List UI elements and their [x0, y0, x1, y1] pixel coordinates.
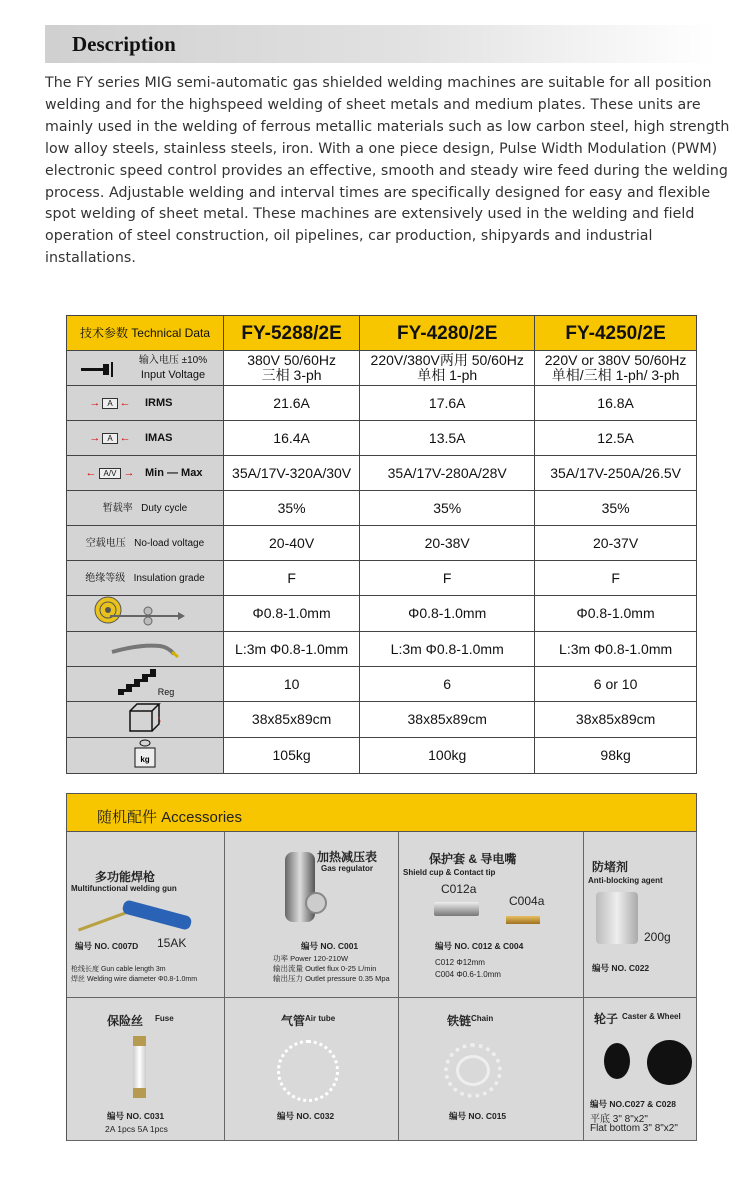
cell-value: 98kg [600, 747, 631, 763]
row-label-en: Input Voltage [140, 369, 206, 381]
accessory-item [399, 998, 584, 1141]
description-line: installations. [45, 250, 136, 267]
ammeter-icon: → A ← [89, 396, 131, 409]
cell-value: 20-40V [269, 534, 315, 551]
value-cell [360, 596, 535, 632]
accessory-name-cn: 铁链 [447, 1014, 472, 1028]
table-row [67, 561, 697, 596]
row-label: 输入电压 ±10% [138, 355, 208, 366]
accessory-extra: 15AK [157, 936, 187, 950]
row-label-cell [67, 351, 224, 386]
plug-icon [79, 361, 123, 382]
accessory-number: 编号 NO. C001 [301, 941, 359, 951]
value-cell [224, 456, 360, 491]
cell-value: 35% [277, 499, 306, 516]
accessory-name-cn: 防堵剂 [592, 860, 629, 874]
row-label: IRMS [145, 396, 173, 409]
meter-box-label: A [102, 398, 117, 409]
row-label: 绝缘等级 [85, 572, 126, 584]
value-cell [535, 386, 697, 421]
meter-box-label: A [102, 433, 117, 444]
accessory-name-cn: 气管 [281, 1014, 306, 1028]
cell-value: 35% [601, 499, 630, 516]
cell-value: Φ0.8-1.0mm [252, 605, 331, 621]
value-cell [535, 738, 697, 774]
row-label: 空载电压 [85, 537, 126, 549]
wire-spool-icon [90, 618, 200, 629]
accessory-item [584, 832, 697, 998]
value-cell [535, 421, 697, 456]
cell-value: 单相 1-ph [417, 367, 478, 383]
value-cell [224, 491, 360, 526]
accessories-panel [66, 793, 697, 1141]
value-cell [224, 738, 360, 774]
description-line: low alloy steels, stainless steels, iron. With a one piece design, Pulse Width Modulation (PWM) [45, 140, 718, 157]
accessory-extra: 200g [644, 930, 671, 944]
accessory-name-en: Caster & Wheel [622, 1012, 681, 1021]
cell-value: 6 or 10 [593, 675, 638, 692]
value-cell [224, 351, 360, 386]
cell-value: 16.8A [597, 394, 634, 411]
cell-value: 38x85x89cm [575, 711, 656, 727]
row-label-cell [67, 667, 224, 702]
row-label-cell [67, 491, 224, 526]
meter-box-label: A/V [99, 468, 122, 479]
value-cell [535, 526, 697, 561]
accessory-note: 功率 Power 120-210W [273, 954, 349, 963]
accessory-number: 编号 NO. C015 [449, 1111, 507, 1121]
accessory-item [225, 832, 399, 998]
value-cell [360, 491, 535, 526]
value-cell [360, 526, 535, 561]
table-row [67, 491, 697, 526]
row-label-en: No-load voltage [134, 537, 205, 549]
cell-value: L:3m Φ0.8-1.0mm [559, 640, 673, 657]
cell-value: 20-38V [424, 534, 470, 551]
cell-value: 16.4A [273, 429, 310, 446]
svg-text:kg: kg [140, 755, 150, 764]
value-cell [535, 632, 697, 667]
description-line: mainly used in the welding of ferrous metallic materials such as low carbon steel, high strength [45, 118, 730, 135]
accessory-item [67, 998, 225, 1141]
cell-value: F [611, 569, 620, 586]
model-header: FY-4250/2E [535, 316, 697, 351]
accessory-name-cn: 保护套 & 导电嘴 [429, 852, 517, 866]
description-header [45, 25, 715, 63]
accessory-note: 枪线长度 Gun cable length 3m [71, 966, 166, 973]
stairs-icon [116, 687, 158, 698]
value-cell [224, 632, 360, 667]
accessory-item [584, 998, 697, 1141]
row-label: 暂载率 [102, 502, 133, 514]
value-cell [535, 491, 697, 526]
box-dimensions-icon [127, 724, 163, 735]
value-cell [535, 596, 697, 632]
accessory-number: 编号 NO. C022 [592, 963, 650, 973]
row-label-cell [67, 738, 224, 774]
cell-value: 35A/17V-250A/26.5V [550, 464, 681, 481]
value-cell [535, 561, 697, 596]
row-label-en: Duty cycle [141, 502, 188, 514]
accessory-name-cn: 多功能焊枪 [95, 870, 156, 884]
accessory-number: 编号 NO. C012 & C004 [435, 941, 524, 951]
cell-value: 12.5A [597, 429, 634, 446]
row-label-en: Insulation grade [133, 572, 205, 584]
accessory-name-en: Air tube [305, 1014, 336, 1023]
accessory-item [225, 998, 399, 1141]
cell-value: F [442, 569, 452, 586]
row-label-cell [67, 702, 224, 738]
accessory-name-en: Anti-blocking agent [588, 876, 663, 885]
model-header: FY-5288/2E [224, 316, 360, 351]
part-label: C012a [441, 882, 477, 896]
row-label-cell [67, 456, 224, 491]
value-cell [535, 667, 697, 702]
cell-value: 三相 3-ph [261, 367, 322, 383]
cell-value: 10 [283, 675, 300, 692]
cell-value: 20-37V [593, 534, 639, 551]
accessory-number: 编号 NO.C027 & C028 [590, 1099, 676, 1109]
value-cell [360, 456, 535, 491]
cell-value: 6 [443, 675, 452, 692]
cell-value: 38x85x89cm [407, 711, 487, 727]
row-label: Min — Max [145, 466, 203, 479]
cell-value: 17.6A [428, 394, 466, 411]
value-cell [360, 738, 535, 774]
accessory-name-cn: 轮子 [594, 1012, 619, 1026]
accessory-note: 2A 1pcs 5A 1pcs [105, 1124, 168, 1134]
accessory-note: 输出压力 Outlet pressure 0.35 Mpa [273, 974, 390, 983]
accessory-name-en: Shield cup & Contact tip [403, 868, 496, 877]
row-label: Reg [157, 686, 175, 697]
table-row [67, 421, 697, 456]
accessory-name-en: Gas regulator [321, 864, 374, 873]
value-cell [360, 632, 535, 667]
table-row [67, 667, 697, 702]
description-title: Description [72, 32, 176, 56]
accessory-number: 编号 NO. C032 [277, 1111, 335, 1121]
accessory-name-en: Chain [471, 1014, 494, 1023]
accessory-note: 平底 3" 8"x2" [590, 1114, 648, 1125]
description-line: spot welding of sheet metal. These machines are extensively used in the welding and field [45, 206, 695, 223]
accessory-note: 输出流量 Outlet flux 0-25 L/min [273, 964, 377, 973]
row-label-cell [67, 421, 224, 456]
description-text [45, 73, 735, 270]
cell-value: 105kg [272, 747, 311, 763]
description-line: electronic speed control provides an effective, smooth and steady wire feed during the welding [45, 162, 728, 179]
accessory-note: C012 Φ12mm [435, 958, 485, 967]
value-cell [360, 386, 535, 421]
row-label-cell [67, 386, 224, 421]
value-cell [224, 526, 360, 561]
cell-value: Φ0.8-1.0mm [408, 605, 487, 621]
row-label-cell [67, 596, 224, 632]
accessory-item [67, 832, 225, 998]
cell-value: 21.6A [273, 394, 310, 411]
value-cell [224, 667, 360, 702]
description-line: process. Adjustable welding and interval times are specifically designed for easy and flexible [45, 184, 711, 201]
cell-value: 13.5A [428, 429, 466, 446]
cell-value: L:3m Φ0.8-1.0mm [390, 640, 504, 657]
cell-value: 380V 50/60Hz [247, 352, 336, 368]
cell-value: L:3m Φ0.8-1.0mm [235, 640, 349, 657]
cell-value: 220V/380V两用 50/60Hz [370, 352, 524, 368]
value-cell [360, 561, 535, 596]
accessories-title: 随机配件 Accessories [67, 794, 696, 832]
row-label: IMAS [145, 431, 173, 444]
value-cell [535, 456, 697, 491]
part-label: C004a [509, 894, 545, 908]
table-row [67, 632, 697, 667]
value-cell [360, 667, 535, 702]
table-row [67, 456, 697, 491]
value-cell [224, 702, 360, 738]
description-line: welding and for the highspeed welding of sheet metals and medium plates. These units are [45, 96, 701, 113]
description-line: operation of steel construction, oil pipelines, car production, shipyards and industrial [45, 228, 653, 245]
table-row [67, 526, 697, 561]
cell-value: 单相/三相 1-ph/ 3-ph [551, 367, 680, 383]
cell-value: Φ0.8-1.0mm [576, 605, 655, 621]
value-cell [360, 421, 535, 456]
value-cell [535, 702, 697, 738]
accessory-number: 编号 NO. C031 [107, 1111, 165, 1121]
row-label-cell [67, 632, 224, 667]
cell-value: 35A/17V-280A/28V [387, 464, 507, 481]
value-cell [224, 596, 360, 632]
cell-value: 100kg [428, 747, 467, 763]
value-cell [535, 351, 697, 386]
accessory-note: Flat bottom 3" 8"x2" [590, 1123, 678, 1134]
accessory-name-en: Fuse [155, 1014, 174, 1023]
weight-icon [132, 755, 158, 771]
accessory-name-en: Multifunctional welding gun [71, 884, 177, 893]
table-row [67, 351, 697, 386]
table-header-row [67, 316, 697, 351]
table-row [67, 596, 697, 632]
cell-value: 220V or 380V 50/60Hz [544, 352, 687, 368]
model-header: FY-4280/2E [360, 316, 535, 351]
cell-value: 38x85x89cm [251, 711, 332, 727]
value-cell [360, 702, 535, 738]
cell-value: 35A/17V-320A/30V [232, 464, 352, 481]
table-row [67, 738, 697, 774]
range-icon: ← A/V → [85, 466, 135, 479]
value-cell [224, 386, 360, 421]
accessory-note: 焊丝 Welding wire diameter Φ0.8-1.0mm [71, 976, 198, 983]
value-cell [360, 351, 535, 386]
accessory-number: 编号 NO. C007D [75, 941, 139, 951]
accessory-name-cn: 加热减压表 [317, 850, 378, 864]
header-label: 技术参数 Technical Data [67, 316, 224, 351]
row-label-cell [67, 561, 224, 596]
technical-data-table [66, 315, 697, 774]
row-label-cell [67, 526, 224, 561]
cell-value: 35% [433, 499, 462, 516]
ammeter-icon: → A ← [89, 431, 131, 444]
value-cell [224, 421, 360, 456]
table-row [67, 386, 697, 421]
accessory-item [399, 832, 584, 998]
cell-value: F [287, 569, 296, 586]
value-cell [224, 561, 360, 596]
welding-torch-icon [110, 650, 180, 661]
accessory-note: C004 Φ0.6-1.0mm [435, 970, 501, 979]
description-line: The FY series MIG semi-automatic gas shielded welding machines are suitable for all position [45, 75, 712, 91]
accessory-name-cn: 保险丝 [107, 1014, 144, 1028]
table-row [67, 702, 697, 738]
